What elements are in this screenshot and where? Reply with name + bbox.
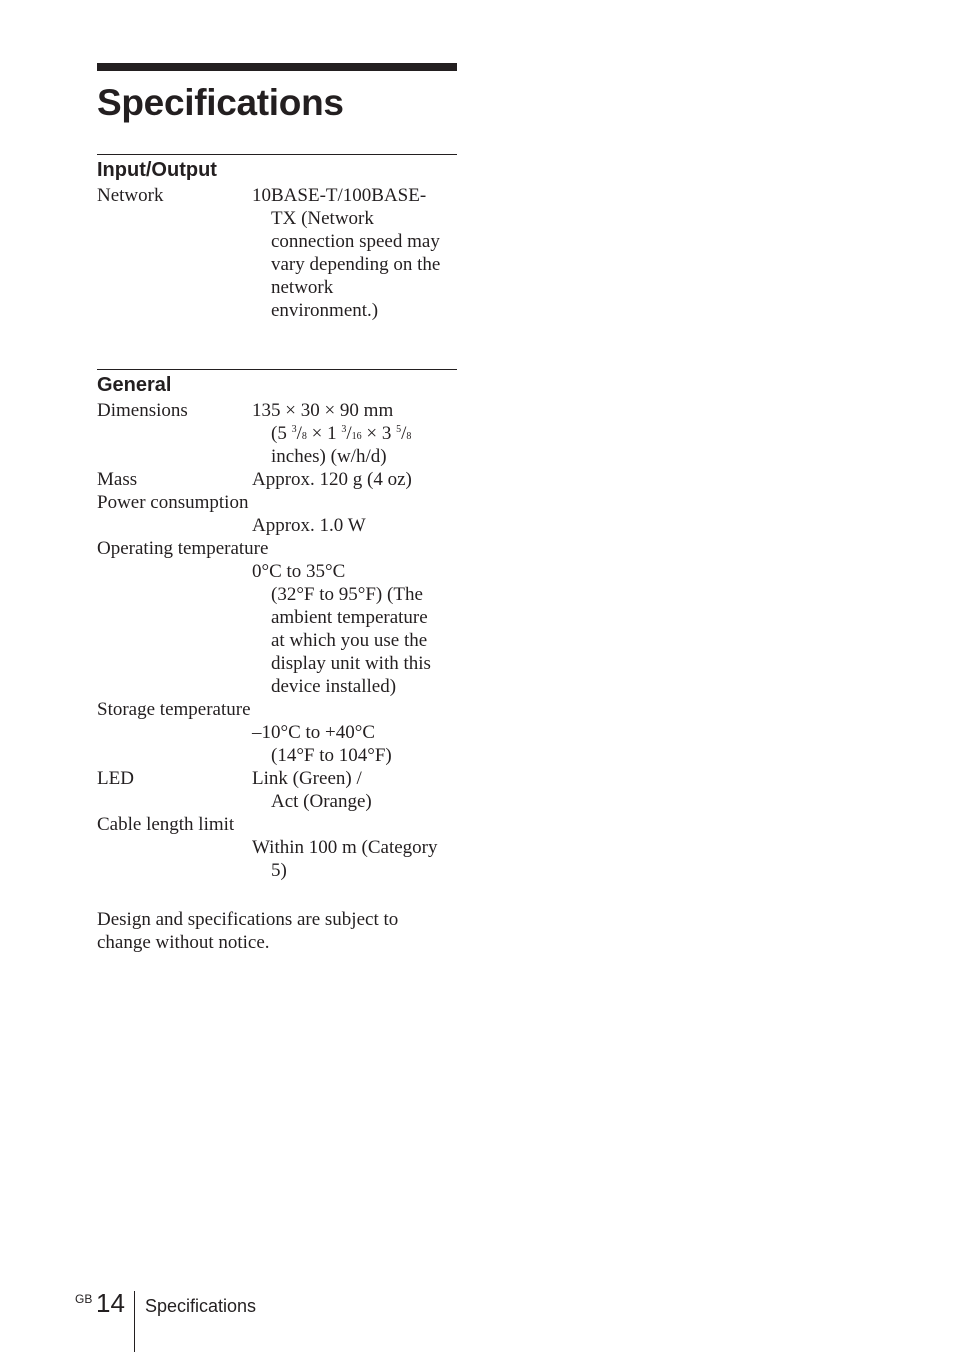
spec-value: 135 × 30 × 90 mm (5 $^3$/8 × 1 $^3$/16 × 3 $^5$/8 inches) (w/h/d) bbox=[252, 400, 412, 467]
spec-label: Dimensions bbox=[97, 400, 188, 421]
region-code: GB bbox=[75, 1292, 93, 1306]
spec-row-network bbox=[97, 184, 457, 322]
spec-row-power bbox=[97, 491, 457, 537]
spec-label: Storage temperature bbox=[97, 699, 251, 720]
section-general bbox=[97, 369, 457, 882]
section-heading-general: General bbox=[97, 374, 172, 396]
spec-value: –10°C to +40°C (14°F to 104°F) bbox=[252, 722, 392, 766]
spec-value: 0°C to 35°C (32°F to 95°F) (The ambient temperature at which you use the display unit with this device installed) bbox=[252, 561, 431, 697]
section-input-output bbox=[97, 154, 457, 322]
spec-label: Network bbox=[97, 185, 164, 206]
spec-value: Approx. 1.0 W bbox=[252, 515, 366, 536]
spec-label: Cable length limit bbox=[97, 814, 235, 835]
spec-label: Mass bbox=[97, 469, 138, 490]
spec-row-mass bbox=[97, 468, 457, 491]
page-title: Specifications bbox=[97, 82, 344, 123]
footer-section-title: Specifications bbox=[145, 1296, 257, 1316]
spec-value: Within 100 m (Category 5) bbox=[252, 837, 438, 881]
specifications-note: Design and specifications are subject to change without notice. bbox=[97, 909, 399, 953]
spec-row-storage-temperature bbox=[97, 698, 457, 767]
specifications-column bbox=[97, 63, 457, 953]
page-number: 14 bbox=[96, 1288, 125, 1318]
spec-label: LED bbox=[97, 768, 134, 789]
footer-divider bbox=[134, 1291, 135, 1352]
spec-value: Link (Green) / Act (Orange) bbox=[252, 768, 372, 812]
spec-row-cable-length bbox=[97, 813, 457, 882]
spec-value: 10BASE-T/100BASE- TX (Network connection speed may vary depending on the network environment.) bbox=[252, 185, 441, 321]
spec-label: Operating temperature bbox=[97, 538, 269, 559]
section-heading-input-output: Input/Output bbox=[97, 159, 217, 181]
spec-row-dimensions bbox=[97, 399, 457, 468]
title-top-rule bbox=[97, 63, 457, 71]
spec-value: Approx. 120 g (4 oz) bbox=[252, 469, 412, 490]
spec-row-led bbox=[97, 767, 457, 813]
spec-label: Power consumption bbox=[97, 492, 249, 513]
spec-row-operating-temperature bbox=[97, 537, 457, 698]
